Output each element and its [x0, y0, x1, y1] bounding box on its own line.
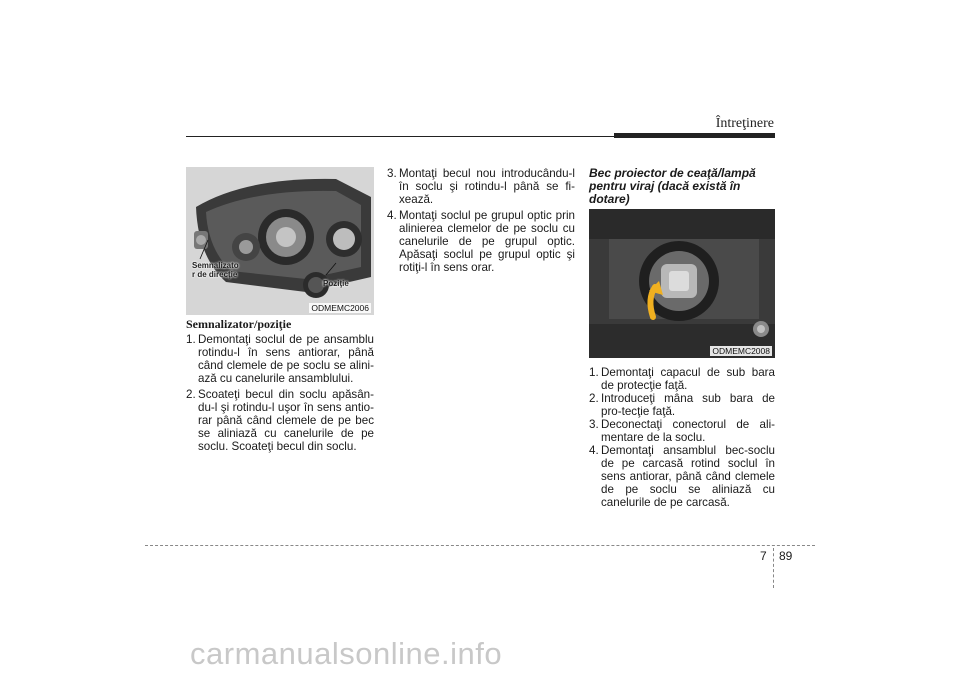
- page-number: 89: [779, 549, 793, 563]
- step-text: Montaţi soclul pe grupul optic prin alinierea clemelor de pe soclu cu canelurile de pe grupul optic. Apăsaţi soclul pe grupul optic şi rotiţi-l în sens orar.: [399, 209, 575, 274]
- step-text: Demontaţi soclul de pe ansamblu rotindu-l în sens antiorar, până când clemele de pe soclu se alini-ază cu canelurile ansamblului.: [198, 333, 374, 385]
- step-text: Demontaţi capacul de sub bara de protecţie faţă.: [601, 366, 775, 392]
- fog-lamp-heading: Bec proiector de ceaţă/lampă pentru viraj (dacă există în dotare): [589, 166, 756, 206]
- fog-lamp-illustration: [589, 209, 775, 358]
- list-item: [589, 444, 775, 509]
- list-item: [589, 366, 775, 392]
- header-rule: [186, 136, 616, 137]
- footer-divider: [773, 548, 774, 588]
- list-item: [387, 209, 575, 274]
- turn-signal-callout: Semnalizato r de direcţie: [192, 261, 239, 279]
- step-text: Demontaţi ansamblul bec-soclu de pe carcasă rotind soclul în sens antiorar, până când clemele de pe soclu se aliniază cu canelurile de pe carcasă.: [601, 444, 775, 509]
- headlamp-figure: [186, 167, 374, 315]
- step-list: [589, 366, 775, 509]
- step-text: Montaţi becul nou introducându-l în soclu şi rotindu-l până se fi-xează.: [399, 167, 575, 206]
- step-list: [387, 167, 575, 274]
- section-title: Întreţinere: [715, 116, 774, 131]
- fog-lamp-figure: [589, 209, 775, 358]
- step-text: Deconectaţi conectorul de ali-mentare de la soclu.: [601, 418, 775, 444]
- position-callout: Poziţie: [323, 279, 349, 288]
- step-number: 2.: [186, 388, 196, 401]
- step-number: 2.: [589, 392, 599, 405]
- column-3-steps: [589, 366, 775, 509]
- list-item: [387, 167, 575, 206]
- header-rule-accent: [614, 133, 775, 138]
- step-number: 4.: [387, 209, 397, 222]
- step-number: 3.: [589, 418, 599, 431]
- step-list: [186, 333, 374, 453]
- list-item: [186, 333, 374, 385]
- step-text: Introduceţi mâna sub bara de pro-tecţie faţă.: [601, 392, 775, 418]
- watermark: carmanualsonline.info: [190, 636, 503, 671]
- step-number: 1.: [186, 333, 196, 346]
- footer-rule: [145, 545, 815, 546]
- figure-code: ODMEMC2006: [311, 303, 369, 313]
- column-2: [387, 167, 575, 277]
- column-1: [186, 318, 374, 456]
- headlamp-illustration: [186, 167, 374, 315]
- step-number: 4.: [589, 444, 599, 457]
- step-text: Scoateţi becul din soclu apăsân-du-l şi rotindu-l uşor în sens antio-rar până când clemele de pe bec se aliniază cu canelurile de pe soclu. Scoateţi becul din soclu.: [198, 388, 374, 453]
- step-number: 1.: [589, 366, 599, 379]
- section-number: 7: [760, 549, 767, 563]
- list-item: [589, 392, 775, 418]
- list-item: [186, 388, 374, 453]
- list-item: [589, 418, 775, 444]
- subsection-heading: Semnalizator/poziţie: [186, 317, 292, 331]
- column-3: [589, 167, 775, 206]
- step-number: 3.: [387, 167, 397, 180]
- figure-code: ODMEMC2008: [712, 346, 770, 356]
